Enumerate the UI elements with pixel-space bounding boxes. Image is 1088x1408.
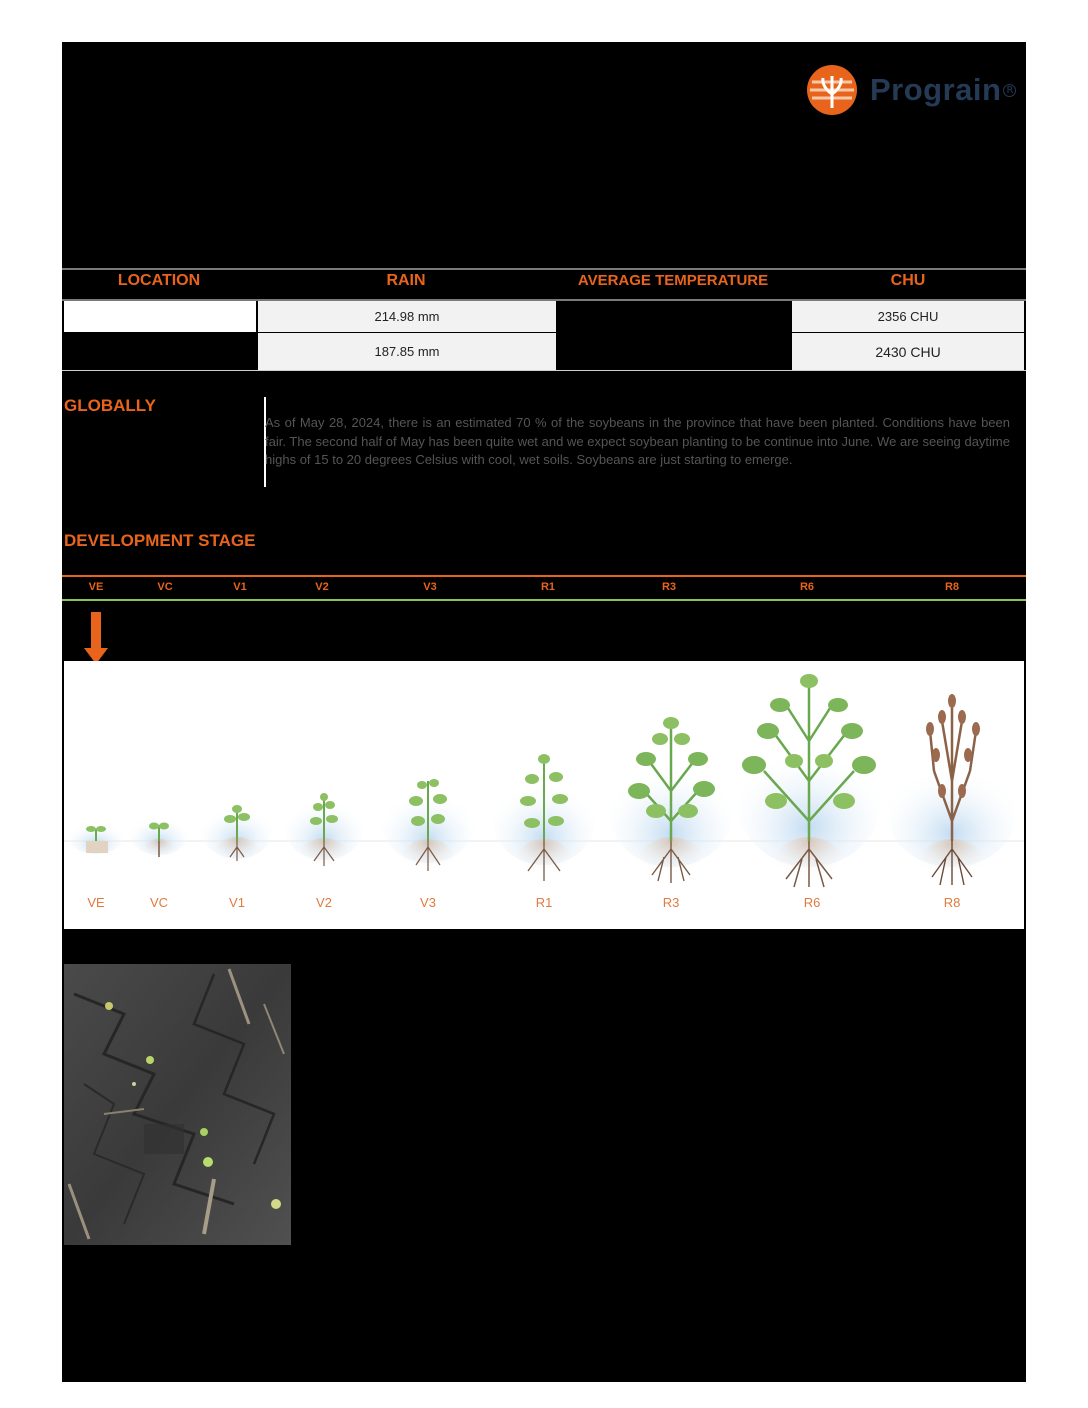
- row1-rain: 214.98 mm: [258, 301, 556, 332]
- field-photo-icon: [64, 964, 291, 1245]
- globally-text: As of May 28, 2024, there is an estimated 70 % of the soybeans in the province that have been planted. Conditions have been fair. The second half of May has been quite wet and we expect soybean planting to be continue into June. We are seeing daytime highs of 15 to 20 degrees Celsius with cool, wet soils. Soybeans are just starting to emerge.: [265, 415, 1010, 467]
- stage-label: VC: [157, 581, 173, 593]
- brand-name: Prograin: [870, 72, 1002, 107]
- table-bottom-rule: [62, 370, 1026, 371]
- header-chu: CHU: [890, 272, 926, 289]
- header-location: LOCATION: [117, 272, 201, 289]
- stage-label: VE: [88, 581, 104, 593]
- brand-logo: [806, 62, 1016, 118]
- stage-label: R1: [540, 581, 556, 593]
- stage-row-bottom-rule: [62, 599, 1026, 601]
- stage-label: R8: [944, 581, 960, 593]
- current-stage-arrow-icon: [84, 612, 108, 666]
- illustration-label: VE: [87, 895, 105, 910]
- prograin-logo-icon: [806, 64, 858, 116]
- illustration-label: R3: [662, 895, 680, 910]
- stage-label: V2: [315, 581, 329, 593]
- stage-label: V3: [423, 581, 437, 593]
- row1-chu: [792, 301, 1024, 332]
- stage-label: R3: [661, 581, 677, 593]
- row1-chu-value: 2356 CHU: [792, 301, 1024, 332]
- stage-label: V1: [233, 581, 247, 593]
- soybean-stages-icon: [64, 661, 1024, 929]
- header-average-temperature: AVERAGE TEMPERATURE: [577, 272, 769, 289]
- illustration-label: R1: [535, 895, 553, 910]
- stage-label: R6: [799, 581, 815, 593]
- stage-header-row: [62, 575, 1026, 601]
- illustration-label: V3: [420, 895, 436, 910]
- row2-chu: 2430 CHU: [792, 333, 1024, 370]
- illustration-label: R6: [803, 895, 821, 910]
- header-rain: RAIN: [386, 272, 426, 289]
- registered-mark: R: [1003, 84, 1016, 97]
- illustration-label: V1: [229, 895, 245, 910]
- illustration-label: VC: [149, 895, 169, 910]
- row1-location: [64, 301, 256, 332]
- report-page: [62, 42, 1026, 1382]
- illustration-label: V2: [316, 895, 332, 910]
- stage-row-top-rule: [62, 575, 1026, 577]
- development-stage-title: DEVELOPMENT STAGE: [64, 531, 256, 550]
- stats-table-header: [62, 270, 1026, 300]
- globally-title: GLOBALLY: [64, 396, 156, 415]
- growth-stage-illustration: [64, 661, 1024, 929]
- row2-rain: 187.85 mm: [258, 333, 556, 370]
- illustration-label: R8: [943, 895, 961, 910]
